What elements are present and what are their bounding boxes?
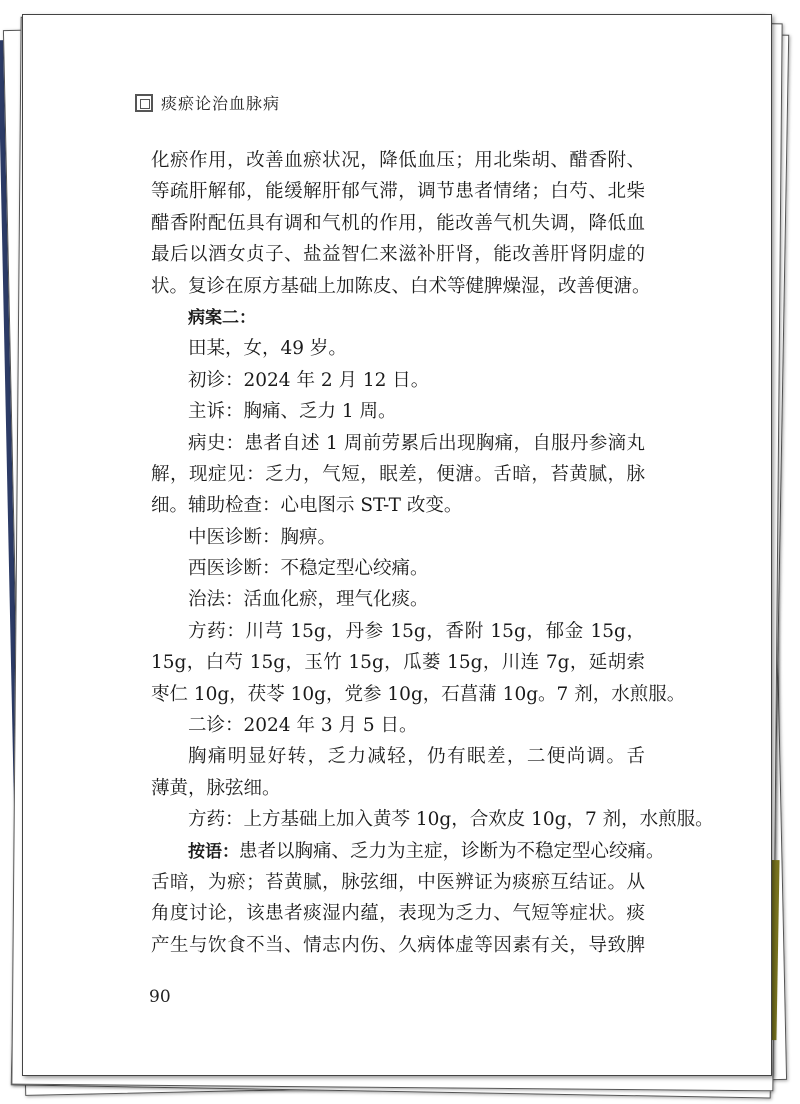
header-title: 痰瘀论治血脉病: [161, 94, 281, 113]
text-line: 枣仁 10g，茯苓 10g，党参 10g，石菖蒲 10g。7 剂，水煎服。: [151, 683, 686, 705]
chapter-logo-icon: [135, 94, 153, 112]
page-body: [151, 145, 714, 961]
running-header: [135, 91, 280, 114]
text-line: 病史：患者自述 1 周前劳累后出现胸痛，自服丹参滴丸: [188, 432, 645, 454]
text-line: 主诉：胸痛、乏力 1 周。: [188, 401, 397, 423]
text-line: 初诊：2024 年 2 月 12 日。: [188, 369, 430, 391]
text-line: 角度讨论，该患者痰湿内蕴，表现为乏力、气短等症状。痰: [151, 903, 645, 925]
text-span: 患者以胸痛、乏力为主症，诊断为不稳定型心绞痛。: [239, 840, 665, 862]
text-line: 产生与饮食不当、情志内伤、久病体虚等因素有关，导致脾: [151, 934, 645, 956]
commentary-line: [151, 836, 665, 867]
text-line: 细。辅助检查：心电图示 ST-T 改变。: [151, 495, 463, 517]
text-line: 等疏肝解郁，能缓解肝郁气滞，调节患者情绪；白芍、北柴: [151, 181, 645, 203]
text-line: 醋香附配伍具有调和气机的作用，能改善气机失调，降低血: [151, 212, 645, 234]
text-line: 化瘀作用，改善血瘀状况，降低血压；用北柴胡、醋香附、: [151, 150, 645, 171]
text-line: 状。复诊在原方基础上加陈皮、白术等健脾燥湿，改善便溏。: [151, 275, 651, 297]
text-line: 二诊：2024 年 3 月 5 日。: [188, 715, 418, 737]
commentary-label: 按语：: [188, 841, 239, 862]
case-title: 病案二：: [188, 307, 256, 328]
text-line: 薄黄，脉弦细。: [151, 777, 281, 799]
text-line: 方药：川芎 15g，丹参 15g，香附 15g，郁金 15g，: [188, 620, 645, 642]
text-line: 方药：上方基础上加入黄芩 10g，合欢皮 10g，7 剂，水煎服。: [188, 809, 714, 831]
text-line: 舌暗，为瘀；苔黄腻，脉弦细，中医辨证为痰瘀互结证。从: [151, 871, 645, 893]
text-line: 最后以酒女贞子、盐益智仁来滋补肝肾，能改善肝肾阴虚的: [151, 244, 645, 266]
text-line: 解，现症见：乏力，气短，眠差，便溏。舌暗，苔黄腻，脉: [151, 463, 645, 485]
text-line: 胸痛明显好转，乏力减轻，仍有眠差，二便尚调。舌: [188, 746, 645, 768]
text-line: 中医诊断：胸痹。: [188, 526, 337, 548]
page-number: 90: [149, 987, 171, 1007]
text-line: 田某，女，49 岁。: [188, 338, 347, 360]
case-heading: [151, 302, 645, 333]
book-page: [22, 14, 772, 1076]
text-line: 西医诊断：不稳定型心绞痛。: [188, 558, 429, 580]
text-line: 15g，白芍 15g，玉竹 15g，瓜蒌 15g，川连 7g，延胡索: [151, 652, 645, 674]
text-line: 治法：活血化瘀，理气化痰。: [188, 589, 429, 611]
